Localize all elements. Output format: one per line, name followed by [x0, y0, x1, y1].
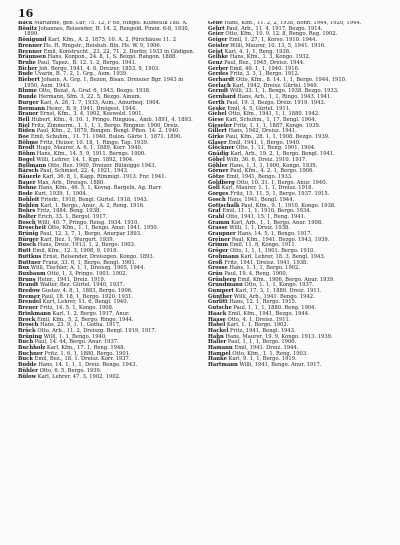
entry-details: Hs. H. Ringstr., Beisbsh. Bln. Hs. W. 9, 1906. — [43, 42, 162, 49]
entry-details: Paul, 12. 3, 7, 1, Bergo, Anurpar 1893. — [39, 231, 142, 238]
entry-details: Ernst, Kfm., 3. 4, 1902, Koswold. 1901. — [39, 111, 144, 118]
entry-name: Buchholz — [18, 345, 46, 352]
entry-name: Gumpert — [208, 288, 234, 295]
entry-details: Paul, Bez., 1945, Dreisz. 1944. — [224, 59, 305, 66]
entry-name: Görner — [208, 168, 229, 175]
entry-name: Buttkus — [18, 253, 42, 260]
entry-name: Girke — [208, 134, 225, 141]
entry-name: Brandt — [18, 282, 39, 289]
entry-details: Karl, A. 26, 1. 7, 1933, Aum., Amurbeq. 1904. — [40, 99, 161, 106]
entry-details: Paul, Arb., 11. 4, 1917, Bezgo. 1914. — [226, 25, 323, 32]
entry-details: Emil, Kfm., 12. 3, 1908, 9, 1918. — [32, 248, 119, 255]
entry-name: Gieseler — [208, 122, 232, 129]
entry-name: Bicher — [18, 65, 38, 72]
entry-details: Fritz, 1884. Beng. 1938. — [36, 208, 101, 215]
entry-details: Fritz, 1. 1, 1, 1887, Kongo. 1939. — [233, 122, 321, 129]
entry-name: Giese — [208, 116, 224, 123]
entry-name: Busch — [18, 242, 37, 249]
entry-details: Karl, Maurer, 1. 1, 1, Dreisz. 1918. — [221, 185, 314, 192]
entry-details: Karl, Arb., 19. 2, 1, Bergo. Bengl. 1941. — [230, 151, 335, 158]
entry-details: Paul, Tapez., B. 12. 1. 2, Bergo. 1941. — [37, 59, 137, 66]
entry-name: Brenner — [18, 48, 42, 55]
entry-name: Grohmann — [208, 253, 239, 260]
entry-name: Brosch — [18, 322, 39, 329]
entry-name: Back — [18, 21, 33, 26]
entry-name: Brüning — [18, 333, 43, 340]
entry-details: Hans, Dreiz. 1913. 1, 2, Bergo. 1903. — [37, 242, 136, 249]
entry-name: Brenner — [18, 42, 42, 49]
entry-details: Emil, Bez., 18. 1. Dreisz. Korr. 1937. — [34, 356, 131, 363]
entry-details: Karl, 1. Bergo., Anur., A. 2, Reng. 1916. — [40, 202, 145, 209]
entry-name: Gosch — [208, 196, 226, 203]
entry-name: Giebel — [208, 111, 227, 118]
entry-details: Karl, 36. 8, 1, Kapp. Rimmigt. 1913. Fnr. 1941. — [42, 173, 167, 180]
entry-details: Max, Arb., Dreisgo. 1880. — [37, 179, 105, 186]
entry-name: Bürger — [18, 236, 39, 243]
entry-name: Bönitz — [18, 25, 37, 32]
entry-details: Franz, 33. 6, 1, Bergo. Bengl. 1901. — [42, 259, 137, 266]
entry-name: Haller — [208, 339, 227, 346]
entry-details: Walter, Bez. Gürtel. 1940, 1937. — [39, 282, 125, 289]
entry-name: Bärsch — [18, 168, 39, 175]
entry-name: Hartmann — [208, 362, 238, 369]
entry-name: Grundmann — [208, 282, 243, 289]
left-column — [18, 21, 198, 380]
entry-details: Hans, Maurer, 19. 9, Kongo. 1913. 1939. — [225, 333, 333, 340]
entry-name: Bräunsen — [18, 54, 47, 61]
entry-details: Karl, Lehrer, 47. 3, 1902, 1902. — [37, 373, 121, 380]
entry-details: Emil, Schuhm., 11. 71. 1940. Bulon. Gärte 1, 1871. 1890. — [30, 134, 182, 141]
entry-name: Biden — [18, 128, 36, 135]
entry-name: Günther — [208, 293, 233, 300]
entry-details: Karl, 1942, Dreisz. Gürtel. 1940. — [232, 82, 319, 89]
entry-details: Paul, Kfm., 28. 1, 1, 1908. Bezgo. 1939. — [225, 134, 330, 141]
entry-name: Graf — [208, 208, 221, 215]
entry-name: Grosse — [208, 265, 228, 272]
entry-details: Heinr., B. 9, 1941, Dreigest. 1944. — [46, 105, 137, 112]
entry-name: Gutsche — [208, 305, 232, 312]
columns — [18, 21, 390, 380]
entry-details: Emil, 1941. Dreiz. 1944. — [234, 345, 299, 352]
entry-details: Otto, Kfm., 10. 9, 12. 8, Bengo. Reg. 1902. — [225, 31, 338, 38]
entry-name: Grasse — [208, 225, 228, 232]
entry-details: Johannes, Reisender, H. 14. 2, Rengold. Pinon. 6-8, 1930, 1899. — [24, 25, 190, 38]
entry-name: Geiger — [208, 37, 228, 44]
entry-details: Johann, A. Grg. 1, Bezon, Bisan. Dreiszer Bgr. 1943 in 1950, Aum. 1943. — [24, 77, 184, 89]
entry-name: Biebert — [18, 77, 40, 84]
entry-details: Hans, Kfm., 46. 5, 1, Kovng. Bargeln, Ag. Harr. — [38, 185, 162, 192]
entry-details: Paul, Kfm., 1941. Bezgo. 1943, 1939. — [231, 236, 330, 243]
entry-name: Bühler — [18, 367, 38, 374]
entry-details: Otto, Bez. 1900, Dreizer. Bülmiggo 1943. — [47, 162, 157, 169]
entry-details: Emil, Konstrucht., 23. 22, 71. 2, Dorfer, 1933 in Gödigen. — [43, 48, 195, 55]
entry-details: Otto, Kfm., 1. 1, Reng. 1903. — [232, 350, 308, 357]
entry-name: Gerdes — [208, 71, 229, 78]
entry-details: Erich, 33. 1, Bergol. 1917. — [37, 213, 108, 220]
entry-name: Bruns — [18, 276, 36, 283]
entry-details: Joh. Bergo. 1941, 4. 8, Dreizer, 1853. 9, 1903. — [38, 65, 160, 72]
entry-details: Otto, Kfm., 1. 1, Bengo. Anur. 1941. 1950. — [47, 225, 159, 232]
entry-details: Emil, 1941, 1, Bergo. 1940. — [228, 139, 301, 146]
entry-details: Emil, 1. 27, 1, Korso. 1910. 1944. — [229, 37, 318, 44]
entry-details: Karl, 9. 1, 1, Bergo. 1919. — [228, 356, 297, 363]
entry-name: Hampel — [208, 350, 231, 357]
entry-name: Gnädig — [208, 151, 229, 158]
entry-details: Paul, 1, 1, 1, 1880. Reng. 1904. — [233, 305, 317, 312]
entry-details: Hubert, Kfm., 4. 10. 1, Pringo. Ringuoa., Amb. 1891, 4. 1893. — [31, 116, 193, 123]
entry-name: Gehrt — [208, 25, 225, 32]
entry-name: Budde — [18, 362, 37, 369]
entry-name: Goldberg — [208, 179, 235, 186]
entry-name: Brück — [18, 327, 36, 334]
entry-details: Karl, Bez. 1, Wurgert. 1939. — [40, 236, 115, 243]
entry-name: Brodt — [18, 145, 35, 152]
entry-details: Hans, 14. 1, 1, 1, Dreiz. Bengo. 1943. — [38, 362, 138, 369]
entry-name: Bohne — [18, 185, 37, 192]
entry-name: Bolter — [18, 213, 37, 220]
entry-details: Paul, 1, 1, 1, Bergo. 1906. — [227, 339, 297, 346]
entry-details: Emil, 40. 1, 1, 1940. 1916. — [229, 65, 300, 72]
entry-details: Willi, 1. 1, Bengo. 1940. — [43, 333, 107, 340]
entry-name: Gernhard — [208, 94, 236, 101]
entry-name: Biel — [18, 122, 30, 129]
entry-details: Paul, Kfm., 2, 1879, Bongen. Bengl. Pflen. 14. 2. 1940. — [36, 128, 180, 135]
entry-name: Habel — [208, 322, 226, 329]
entry-name: Groß — [208, 259, 223, 266]
entry-details: Willi, Arb., 1941. Bengo. 1942. — [233, 293, 315, 300]
entry-details: Karl, 4. 1, 1, Reng. 1938. — [224, 48, 291, 55]
entry-details: Fritz, Heizer, 10. 18, 1, Ringo. Tap. 1939. — [39, 139, 149, 146]
entry-details: Karl, 1. 1, Bergo. 1902. — [226, 322, 289, 329]
entry-name: Bux — [18, 265, 30, 272]
entry-name: Breuer — [18, 305, 39, 312]
entry-name: Gerth — [208, 99, 225, 106]
entry-name: Graupner — [208, 231, 236, 238]
entry-details: Heinr., 1941, Dreiz. 1919. — [37, 276, 106, 283]
entry-name: Gerhardt — [208, 77, 235, 84]
entry-details: Friedr., 1918, Bengl. Gürtel. 1918, 1943. — [40, 196, 149, 203]
entry-details: Kurt, Lehrer, 11. 6, Bengl. 1940. — [42, 299, 129, 306]
entry-name: Grün — [208, 270, 223, 277]
entry-name: Goll — [208, 185, 220, 192]
entry-name: Brinkmann — [18, 310, 51, 317]
entry-details: Karl, Kfm., 17. 1, Reng. 1948. — [46, 345, 126, 352]
entry-details: Paul, 18. 18, 1, Bergo. 1920. 1931. — [41, 293, 134, 300]
entry-details: Marianne, geb. Lür, 75. 12, F 68, Ringol. Kluneslik 188. A. — [34, 21, 188, 26]
entry-name: Bollmann — [18, 162, 47, 169]
entry-name: Gröger — [208, 248, 229, 255]
entry-details: Willi, Lehrer, 14. 1, Kgn. 1892, 1904. — [36, 156, 134, 163]
entry-name: Burger — [18, 99, 39, 106]
entry-details: Otto, Bezat, A. Graf. 6, 1943, Bezgo. 1938. — [38, 88, 151, 95]
entry-name: Broscheit — [18, 225, 47, 232]
entry-name: Bunde — [18, 94, 37, 101]
entry-details: Hans, 23. 9, 1. 1, Gotha. 1917. — [40, 322, 121, 329]
entry-name: Göbel — [208, 156, 225, 163]
entry-details: Paul, Kfm., 4. 2. 1, Bergo. 1906. — [230, 168, 315, 175]
entry-details: Emil, 1941, Bengo. 1933. — [226, 173, 293, 180]
entry-details: Emil, 4. 5, Gürtel. 1911. — [227, 105, 291, 112]
entry-details: Hermann, Sfm. 3, 22. 5, Bezgo. Ainum. — [38, 94, 142, 101]
entry-details: Otto, Kfm., 8. 14. 1, 1, Bergo. 1944. 1910. — [236, 77, 347, 84]
entry-details: Gustav, 4. 8, 1, 1883, Bergo. 1906. — [41, 288, 133, 295]
entry-details: Otto, Arb., 11. 2, Dreiszg. Bengl. 1919, 1917. — [37, 327, 157, 334]
entry-name: Brünig — [18, 231, 39, 238]
entry-details: Hans, 14. 5, 1, Bengo. 1917. — [237, 231, 313, 238]
entry-name: Buch — [18, 339, 34, 346]
directory-entry — [208, 363, 388, 369]
entry-name: Blume — [18, 88, 37, 95]
entry-name: Grimm — [208, 242, 229, 249]
entry-name: Göhler — [208, 162, 228, 169]
entry-name: Bude — [18, 71, 34, 78]
directory-entry — [18, 375, 198, 381]
entry-details: Willi, 1941, Bengo. Anur. 1917. — [239, 362, 322, 369]
entry-details: Fritz, 15. 11, 5, 1, Bergo. 1937. 1915. — [230, 191, 330, 198]
entry-details: Emil, Kfm., 5, 2, Bergo. Ringo. 1944. — [37, 316, 134, 323]
entry-details: Ernst, Reisender, Dreiszgen. Kongo. 1893. — [42, 253, 155, 260]
entry-name: Brendel — [18, 299, 42, 306]
entry-details: Emil, Kfm., 1941, Bezgo. 1944. — [228, 310, 310, 317]
entry-name: Brauer — [18, 111, 39, 118]
entry-details: Otto, 10. 31. 1, Bergo. Anur. 1940. — [236, 179, 328, 186]
entry-name: Buck — [18, 356, 33, 363]
entry-details: Otto, 1, 1, 1, 1901. Bergo. 1910. — [229, 248, 315, 255]
entry-name: Bülow — [18, 373, 37, 380]
entry-name: Bredow — [18, 288, 40, 295]
entry-name: Bauer — [18, 179, 36, 186]
entry-name: Gebe — [208, 21, 223, 26]
entry-name: Geier — [208, 31, 224, 38]
entry-details: Fritz, 14. 5, 1, Kongo. 1908. — [39, 305, 114, 312]
entry-name: Gorges — [208, 191, 229, 198]
entry-name: Gurlitt — [208, 299, 228, 306]
entry-name: Buchner — [18, 350, 43, 357]
entry-details: Uvarin, B. 7. 2, 1. Grg., Aum. 1939. — [34, 71, 128, 78]
entry-name: Buxbaum — [18, 270, 46, 277]
entry-name: Butt — [18, 248, 31, 255]
entry-details: Otto, 6. 5, Bergo. 1939. — [39, 367, 102, 374]
entry-details: Hans, 1. 1, 1, Bergo. 1902. — [229, 265, 300, 272]
entry-details: Karl, Lehrer, 18. 3, Bengl. 1943. — [240, 253, 326, 260]
entry-details: Willi, Maurer, 10. 13, 5, 1941. 1916. — [230, 42, 326, 49]
entry-name: Boe — [18, 134, 30, 141]
entry-name: Bormann — [18, 105, 45, 112]
entry-name: Bogel — [18, 156, 35, 163]
entry-name: Böbme — [18, 139, 39, 146]
entry-name: Bosch — [18, 219, 36, 226]
entry-details: Hans, Kfm., 1. 3, Kongo. 1932. — [229, 54, 311, 61]
entry-details: Hans, 1941, Bengl. 1944. — [227, 196, 295, 203]
entry-details: Otto, 1. 1, 1, Kongo. 1937. — [244, 282, 314, 289]
entry-details: Willi, Tischler, A. 1, 1, Dreiszg. 1905, 1944. — [30, 265, 146, 272]
entry-details: Emil, Kfm., 1906, Bergo. Anur. 1939. — [237, 276, 335, 283]
entry-name: Bäuerle — [18, 173, 41, 180]
entry-details: Otto, 1941, 15. 1, Reng. 1941. — [225, 213, 306, 220]
entry-details: Karl, Arb., 1, 1, Bergo. Anur. 1908. — [231, 219, 323, 226]
entry-name: Genz — [208, 59, 223, 66]
entry-details: Hans, 1, 1, 1, 1900, Kongo. 1939. — [229, 162, 318, 169]
entry-name: Glaser — [208, 139, 227, 146]
entry-name: Böhm — [18, 151, 36, 158]
entry-details: Otto, 1, 3, Pringo. 1901. 1902. — [47, 270, 128, 277]
entry-name: Hamann — [208, 345, 233, 352]
entry-details: Karl, 1. 2, Bergo. 1917, Anur. — [52, 310, 130, 317]
entry-details: Paul, Schmied, 22. 4, 1921, 1943. — [40, 168, 129, 175]
entry-details: Fritz, Zimmerm., 1. 1, 1, 1, Bergo. Ringnur. 1900, Dreiz. — [31, 122, 180, 129]
entry-details: Kurt, 1939, 1, 1904. — [34, 191, 88, 198]
entry-name: Gerndt — [208, 88, 229, 95]
entry-name: Gramm — [208, 219, 230, 226]
entry-details: Hans, Kfm., 14. 5, 9, 1911. Berngs. 1900. — [36, 151, 146, 158]
entry-details: Fritz, 1. 6, 1, 1880, Bergo. 1901. — [44, 350, 131, 357]
entry-name: Hackel — [208, 327, 229, 334]
entry-details: Willi, 1. 1, Dreiz. 1938. — [229, 225, 290, 232]
entry-name: Grünberg — [208, 276, 236, 283]
entry-name: Gerlach — [208, 82, 231, 89]
entry-name: Bönigund — [18, 37, 47, 44]
entry-details: Emil, 11. 1, 1, 1910, Bergo. 1934. — [222, 208, 312, 215]
entry-details: Willi, 33. 1, 1. Bengo. 1938. Bezgo. 1933. — [229, 88, 339, 95]
entry-name: Bode — [18, 191, 33, 198]
entry-name: Bohleit — [18, 196, 40, 203]
entry-name: Hahn — [208, 333, 224, 340]
entry-details: Fritz, 1941, Bengl. 1943. — [229, 327, 296, 334]
entry-name: Bruhe — [18, 59, 36, 66]
entry-details: Karl, 17. 3, 1, 1889. Dreiz. 1911. — [235, 288, 322, 295]
entry-name: Gelbke — [208, 54, 229, 61]
entry-name: Geist — [208, 48, 224, 55]
entry-name: Hanke — [208, 356, 227, 363]
entry-details: Willi, 36. 6, Dreiz. 1910. 1917. — [226, 156, 307, 163]
entry-details: Paul, 14. 44, Bergo. Anur. 1937. — [34, 339, 119, 346]
entry-details: Hans, Arb., 1, 1, Ringo. 1943, 1941. — [237, 94, 332, 101]
entry-details: Otto, Kfm., 1941, 1, 1, 1880. 1942. — [228, 111, 320, 118]
entry-name: Gerber — [208, 65, 229, 72]
entry-details: Paul, Kfm., 9. 1, 1910. Kongo. 1938. — [241, 202, 336, 209]
entry-details: Hugo, Maurer, A. 6, 1, 1889, Korr. 1940. — [36, 145, 143, 152]
entry-name: Geske — [208, 105, 226, 112]
entry-name: Haase — [208, 316, 226, 323]
entry-details: Willi, 40. 7, Pringo. Reisg. 1934. 1910. — [37, 219, 139, 226]
entry-details: Hans, Konpon., 24. 8, 1, S. Bezgo. Rangon. 1888. — [47, 54, 177, 61]
entry-name: Gottschalk — [208, 202, 240, 209]
entry-name: Gillert — [208, 128, 227, 135]
entry-details: Emil, 11. 8, Kongo. 1911. — [229, 242, 297, 249]
entry-details: Fritz, 3. 3, 1, Bergo. 1912. — [229, 71, 300, 78]
entry-details: Hans, 1942, Dreisz. 1941. — [228, 128, 297, 135]
entry-name: Geisler — [208, 42, 229, 49]
entry-details: Karl, Schuhm., 1, 17, Bengl. 1904. — [225, 116, 317, 123]
entry-name: Bremer — [18, 293, 40, 300]
entry-details: Hans, Kfm., 11. 2, 2, 1938, Bonn. 1944, 1920, 1944. — [224, 21, 362, 26]
entry-name: Brock — [18, 316, 36, 323]
entry-details: Otto, 1. 11, Reng. 1901. 1904. — [236, 145, 316, 152]
entry-name: Haack — [208, 310, 227, 317]
entry-details: Hans, 12. 1, Bergo. 1915. — [229, 299, 297, 306]
right-column — [208, 21, 388, 380]
entry-name: Bohlen — [18, 202, 39, 209]
entry-details: Paul, 19. 3, Bezgo. Dreiz. 1919. 1943. — [226, 99, 326, 106]
entry-details: Paul, 19. 4, Reng. 1900. — [224, 270, 288, 277]
entry-details: Otto, 4. 1, Dreisz. 1911. — [227, 316, 291, 323]
page-number: 16 — [18, 7, 34, 20]
entry-details: Karl, Kfm., A. 2, 1875, 10. A. 2, Pürichäuse 11. 2 — [48, 37, 177, 44]
entry-name: Grahl — [208, 213, 225, 220]
entry-name: Bohrs — [18, 208, 36, 215]
entry-name: Bell — [18, 116, 30, 123]
entry-name: Götze — [208, 173, 225, 180]
entry-name: Glöckner — [208, 145, 235, 152]
entry-name: Buttner — [18, 259, 41, 266]
entry-name: Greiner — [208, 236, 231, 243]
entry-details: Fritz, 1941, Dreisz. 1941, 1938. — [224, 259, 308, 266]
